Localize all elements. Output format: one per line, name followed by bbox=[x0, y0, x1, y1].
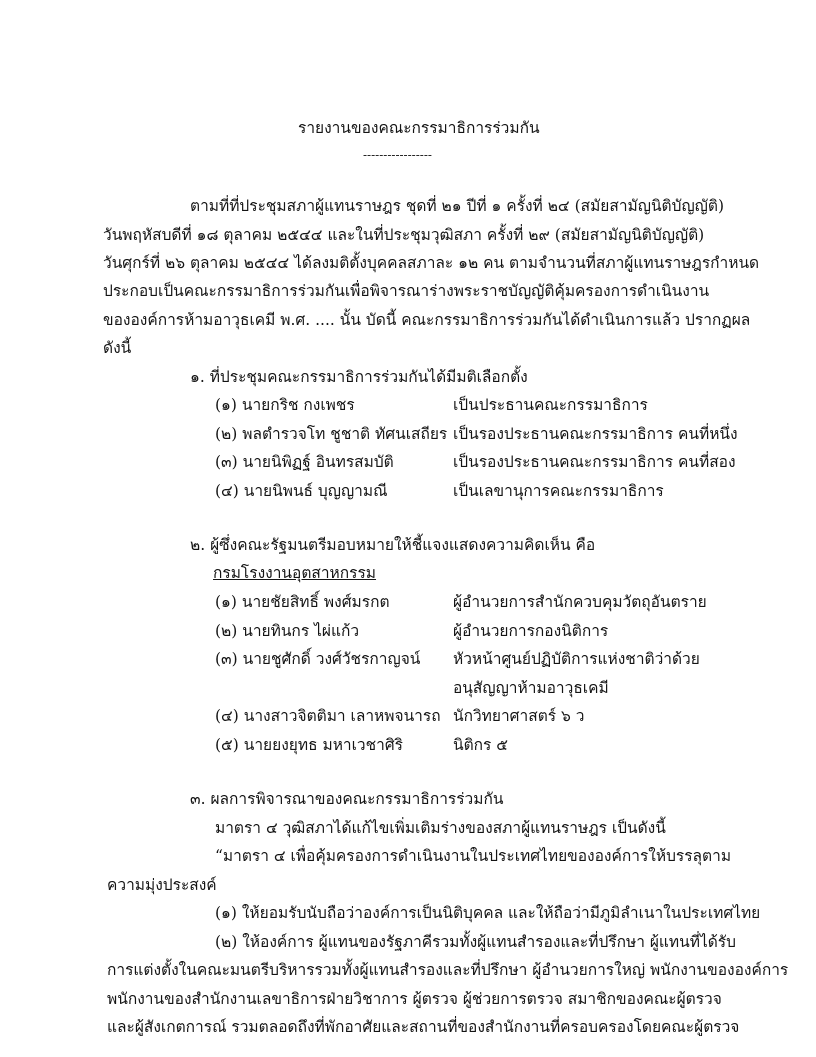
section3-line: ความมุ่งประสงค์ bbox=[107, 876, 217, 894]
section3-line: “มาตรา ๔ เพื่อคุ้มครองการดำเนินงานในประเทศไทยขององค์การให้บรรลุตาม bbox=[215, 847, 732, 865]
intro-line: ดังนี้ bbox=[103, 339, 132, 357]
agency-name: กรมโรงงานอุตสาหกรรม bbox=[213, 564, 377, 582]
title-rule: ----------------- bbox=[363, 148, 432, 162]
official-name: (๑) นายชัยสิทธิ์ พงศ์มรกต bbox=[215, 593, 390, 611]
member-name: (๔) นายนิพนธ์ บุญญามณี bbox=[215, 482, 388, 500]
section2-heading: ๒. ผู้ซึ่งคณะรัฐมนตรีมอบหมายให้ชี้แจงแสดงความคิดเห็น คือ bbox=[190, 536, 596, 554]
section3-line: และผู้สังเกตการณ์ รวมตลอดถึงที่พักอาศัยและสถานที่ของสำนักงานที่ครอบครองโดยคณะผู้ตรวจ bbox=[107, 1018, 740, 1036]
official-role: ผู้อำนวยการสำนักควบคุมวัตถุอันตราย bbox=[453, 593, 707, 611]
section3-heading: ๓. ผลการพิจารณาของคณะกรรมาธิการร่วมกัน bbox=[190, 790, 504, 808]
section3-line: (๑) ให้ยอมรับนับถือว่าองค์การเป็นนิติบุคคล และให้ถือว่ามีภูมิลำเนาในประเทศไทย bbox=[215, 904, 761, 922]
official-role: นักวิทยาศาสตร์ ๖ ว bbox=[453, 707, 585, 725]
official-role: นิติกร ๕ bbox=[453, 736, 509, 754]
official-role: ผู้อำนวยการกองนิติการ bbox=[453, 622, 609, 640]
intro-line: วันศุกร์ที่ ๒๖ ตุลาคม ๒๕๔๔ ได้ลงมติตั้งบุคคลสภาละ ๑๒ คน ตามจำนวนที่สภาผู้แทนราษฎรกำหนด bbox=[103, 254, 760, 272]
page-title: รายงานของคณะกรรมาธิการร่วมกัน bbox=[298, 119, 540, 137]
section3-line: พนักงานของสำนักงานเลขาธิการฝ่ายวิชาการ ผู้ตรวจ ผู้ช่วยการตรวจ สมาชิกของคณะผู้ตรวจ bbox=[107, 990, 722, 1008]
member-role: เป็นรองประธานคณะกรรมาธิการ คนที่หนึ่ง bbox=[453, 425, 738, 443]
intro-line: ขององค์การห้ามอาวุธเคมี พ.ศ. .... นั้น บัดนี้ คณะกรรมาธิการร่วมกันได้ดำเนินการแล้ว ปรากฏผล bbox=[103, 311, 751, 329]
intro-line: ประกอบเป็นคณะกรรมาธิการร่วมกันเพื่อพิจารณาร่างพระราชบัญญัติคุ้มครองการดำเนินงาน bbox=[103, 282, 710, 300]
official-name: (๕) นายยงยุทธ มหาเวชาศิริ bbox=[215, 736, 403, 754]
member-name: (๑) นายกริช กงเพชร bbox=[215, 396, 355, 414]
section3-line: การแต่งตั้งในคณะมนตรีบริหารรวมทั้งผู้แทนสำรองและที่ปรึกษา ผู้อำนวยการใหญ่ พนักงานขององค์การ bbox=[107, 961, 789, 979]
official-name: (๓) นายชูศักดิ์ วงศ์วัชรกาญจน์ bbox=[215, 650, 421, 668]
member-role: เป็นประธานคณะกรรมาธิการ bbox=[453, 396, 648, 414]
intro-line: วันพฤหัสบดีที่ ๑๘ ตุลาคม ๒๕๔๔ และในที่ประชุมวุฒิสภา ครั้งที่ ๒๙ (สมัยสามัญนิติบัญญัติ) bbox=[103, 226, 705, 244]
official-role: หัวหน้าศูนย์ปฏิบัติการแห่งชาติว่าด้วย bbox=[453, 650, 700, 668]
official-role: อนุสัญญาห้ามอาวุธเคมี bbox=[453, 679, 609, 697]
intro-line: ตามที่ที่ประชุมสภาผู้แทนราษฎร ชุดที่ ๒๑ ปีที่ ๑ ครั้งที่ ๒๔ (สมัยสามัญนิติบัญญัติ) bbox=[190, 197, 724, 215]
section3-line: มาตรา ๔ วุฒิสภาได้แก้ไขเพิ่มเติมร่างของสภาผู้แทนราษฎร เป็นดังนี้ bbox=[215, 819, 666, 837]
section3-line: (๒) ให้องค์การ ผู้แทนของรัฐภาคีรวมทั้งผู้แทนสำรองและที่ปรึกษา ผู้แทนที่ได้รับ bbox=[215, 933, 736, 951]
member-name: (๓) นายนิพิฏฐ์ อินทรสมบัติ bbox=[215, 453, 394, 471]
member-role: เป็นรองประธานคณะกรรมาธิการ คนที่สอง bbox=[453, 453, 736, 471]
member-role: เป็นเลขานุการคณะกรรมาธิการ bbox=[453, 482, 664, 500]
official-name: (๒) นายทินกร ไผ่แก้ว bbox=[215, 622, 360, 640]
section1-heading: ๑. ที่ประชุมคณะกรรมาธิการร่วมกันได้มีมติเลือกตั้ง bbox=[190, 368, 528, 386]
member-name: (๒) พลตำรวจโท ชูชาติ ทัศนเสถียร bbox=[215, 425, 448, 443]
official-name: (๔) นางสาวจิตติมา เลาหพจนารถ bbox=[215, 707, 441, 725]
